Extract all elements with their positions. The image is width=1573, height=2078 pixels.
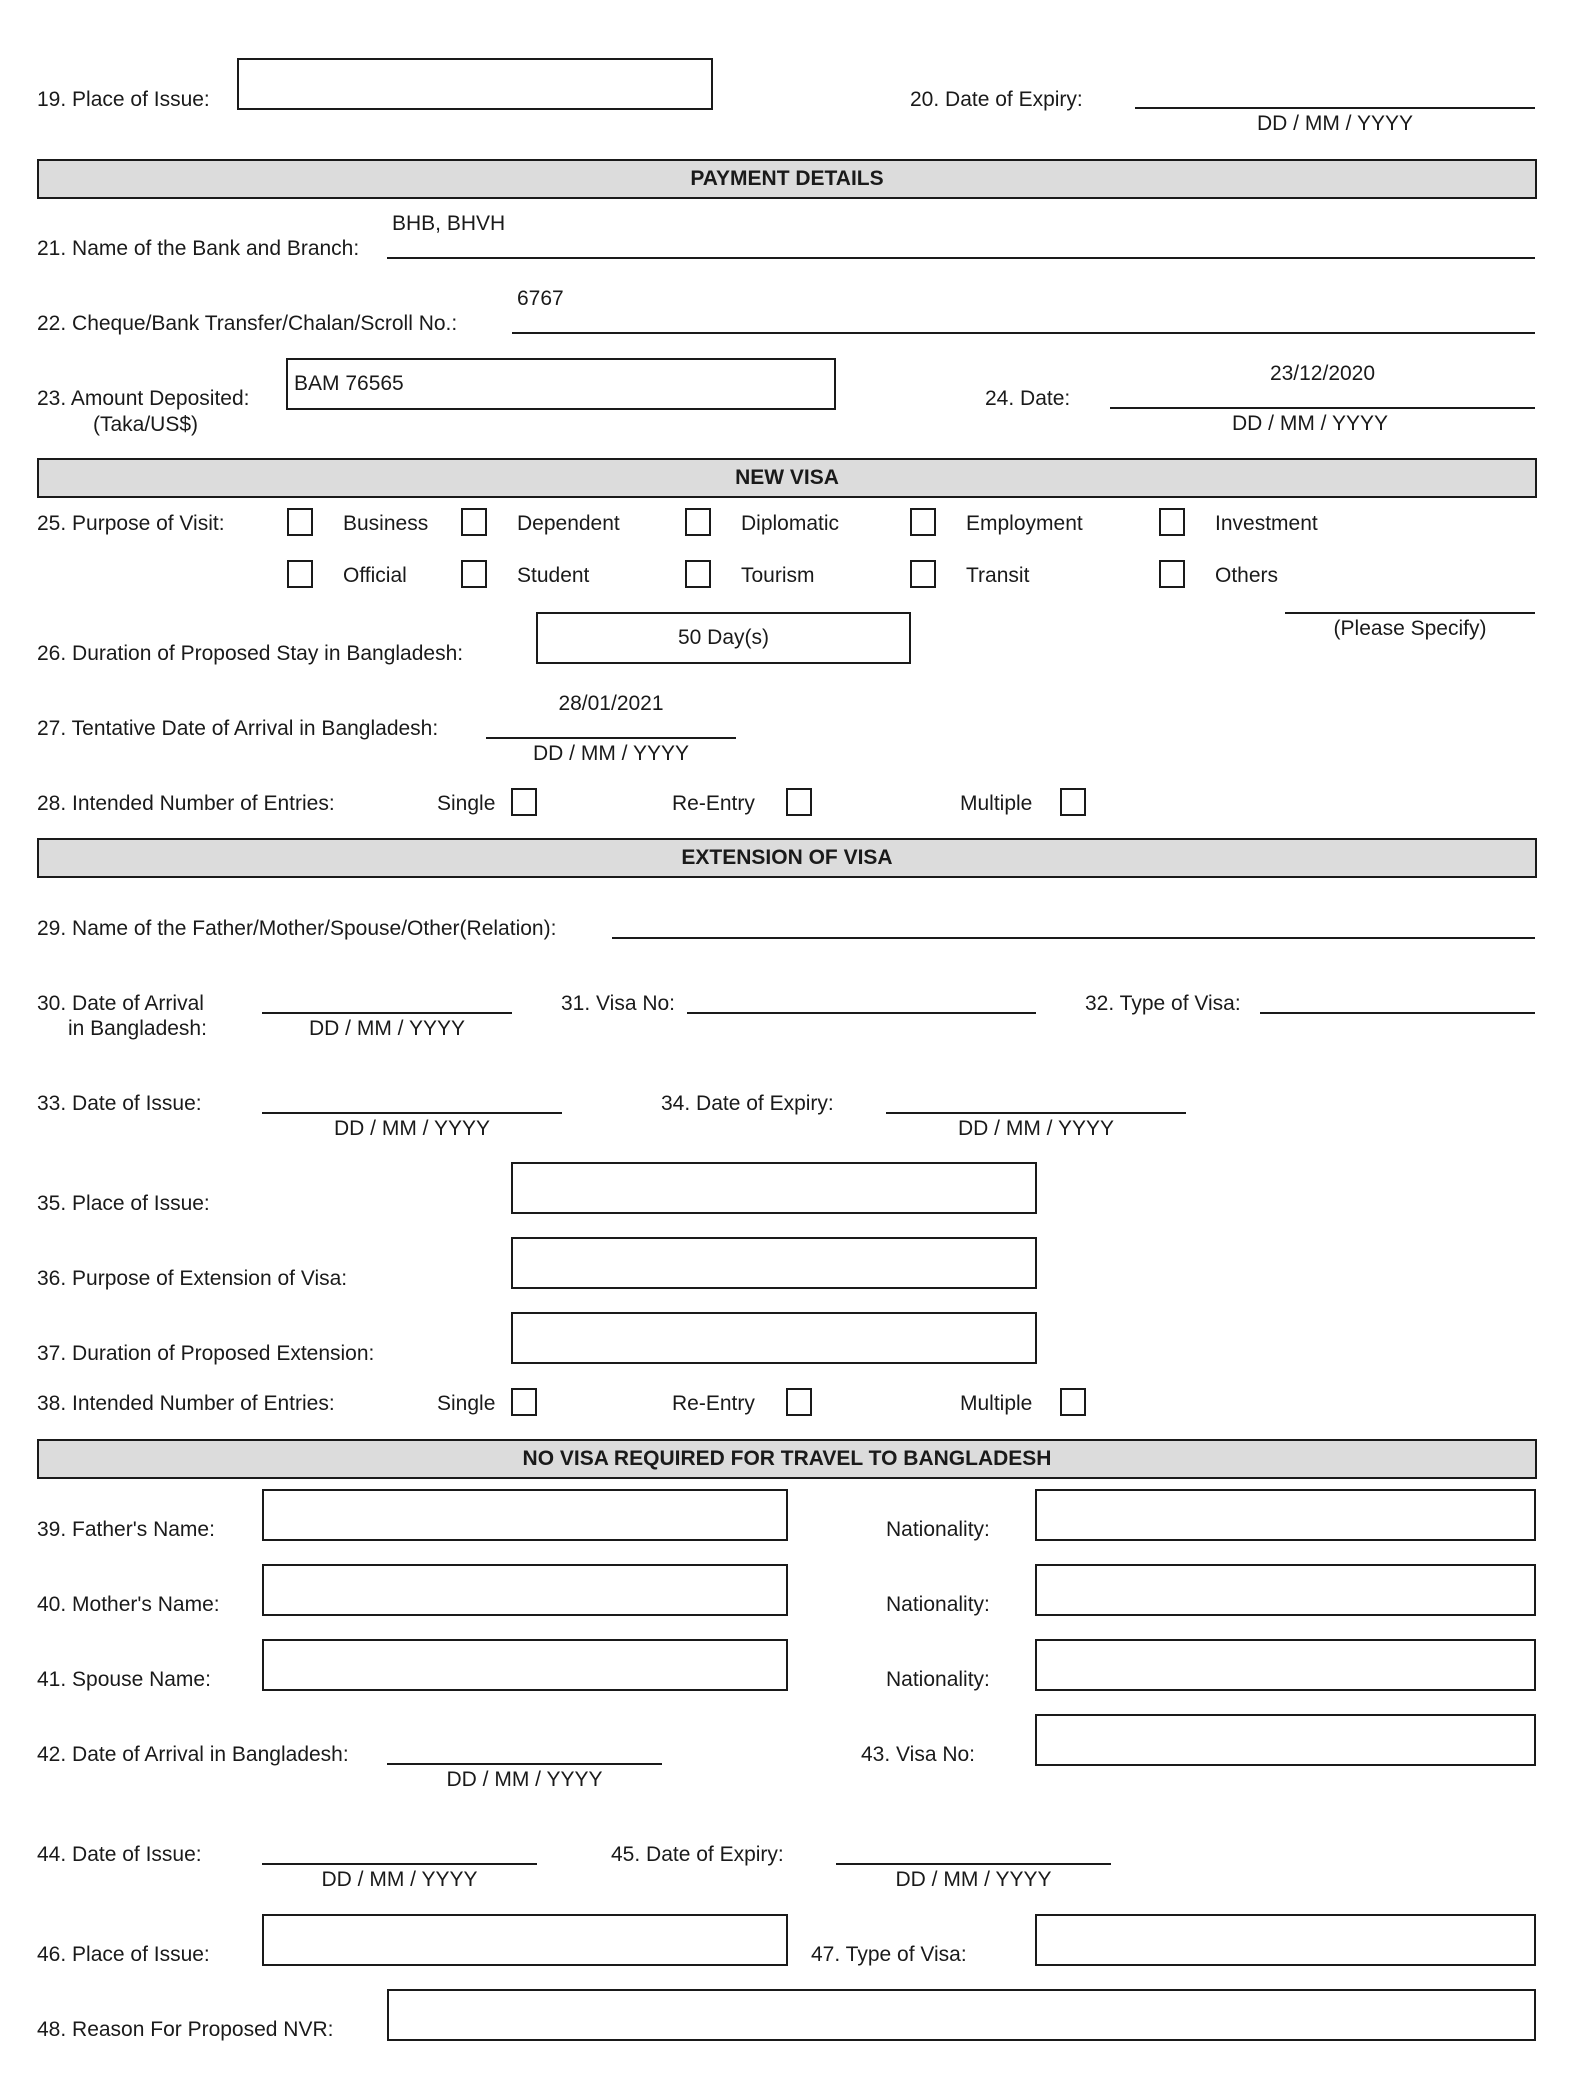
spouse-nationality-input[interactable] [1037,1641,1534,1689]
purpose-official-checkbox[interactable] [287,560,313,588]
purpose-tourism-checkbox[interactable] [685,560,711,588]
tentative-arrival-value[interactable]: 28/01/2021 [558,692,664,715]
duration-of-stay-label: 26. Duration of Proposed Stay in Bangladesh: [37,642,464,665]
cheque-number-label: 22. Cheque/Bank Transfer/Chalan/Scroll No.: [37,312,458,335]
entries-single-checkbox[interactable] [511,788,537,816]
ext-purpose-field[interactable] [511,1237,1037,1289]
place-of-issue-input[interactable] [239,60,711,108]
new-visa-header: NEW VISA [37,458,1537,498]
amount-deposited-field[interactable] [286,358,836,410]
nvr-reason-label: 48. Reason For Proposed NVR: [37,2018,334,2041]
ext-entries-reentry-label: Re-Entry [672,1392,755,1415]
nvr-visa-type-input[interactable] [1037,1916,1534,1964]
tentative-arrival-label: 27. Tentative Date of Arrival in Bangladesh: [37,717,439,740]
purpose-employment-checkbox[interactable] [910,508,936,536]
purpose-investment-label: Investment [1215,512,1318,535]
purpose-investment-checkbox[interactable] [1159,508,1185,536]
ext-issue-date-label: 33. Date of Issue: [37,1092,202,1115]
ext-visa-no-line[interactable] [687,1012,1036,1014]
nvr-visa-type-field[interactable] [1035,1914,1536,1966]
cheque-number-line [512,332,1535,334]
ext-issue-date-line[interactable] [262,1112,562,1114]
nvr-reason-field[interactable] [387,1989,1536,2041]
spouse-name-label: 41. Spouse Name: [37,1668,211,1691]
bank-branch-line [387,257,1535,259]
payment-date-label: 24. Date: [985,387,1071,410]
ext-purpose-label: 36. Purpose of Extension of Visa: [37,1267,348,1290]
payment-details-header: PAYMENT DETAILS [37,159,1537,199]
ext-place-input[interactable] [513,1164,1035,1212]
entries-multiple-label: Multiple [960,792,1033,815]
ext-visa-no-label: 31. Visa No: [561,992,676,1015]
ext-purpose-input[interactable] [513,1239,1035,1287]
nvr-visa-type-label: 47. Type of Visa: [811,1943,967,1966]
mother-nationality-input[interactable] [1037,1566,1534,1614]
father-name-label: 39. Father's Name: [37,1518,215,1541]
tentative-arrival-line [486,737,736,739]
ext-entries-label: 38. Intended Number of Entries: [37,1392,335,1415]
nvr-place-input[interactable] [264,1916,786,1964]
entries-single-label: Single [437,792,496,815]
bank-branch-value[interactable]: BHB, BHVH [392,212,506,235]
father-nationality-input[interactable] [1037,1491,1534,1539]
nvr-header: NO VISA REQUIRED FOR TRAVEL TO BANGLADESH [37,1439,1537,1479]
ext-issue-date-hint: DD / MM / YYYY [334,1117,490,1140]
others-specify-hint: (Please Specify) [1333,617,1487,640]
mother-name-label: 40. Mother's Name: [37,1593,220,1616]
nvr-issue-date-label: 44. Date of Issue: [37,1843,202,1866]
nvr-visa-no-field[interactable] [1035,1714,1536,1766]
date-of-expiry-label: 20. Date of Expiry: [910,88,1083,111]
relation-name-label: 29. Name of the Father/Mother/Spouse/Other(Relation): [37,917,557,940]
nvr-arrival-label: 42. Date of Arrival in Bangladesh: [37,1743,349,1766]
purpose-business-label: Business [343,512,429,535]
spouse-nationality-field[interactable] [1035,1639,1536,1691]
purpose-others-label: Others [1215,564,1279,587]
ext-duration-input[interactable] [513,1314,1035,1362]
purpose-dependent-checkbox[interactable] [461,508,487,536]
father-name-field[interactable] [262,1489,788,1541]
ext-expiry-date-hint: DD / MM / YYYY [958,1117,1114,1140]
mother-nationality-field[interactable] [1035,1564,1536,1616]
amount-deposited-label: 23. Amount Deposited: [37,387,250,410]
nvr-arrival-line[interactable] [387,1763,662,1765]
nvr-arrival-hint: DD / MM / YYYY [446,1768,603,1791]
relation-name-line[interactable] [612,937,1535,939]
nvr-expiry-date-line[interactable] [836,1863,1111,1865]
ext-arrival-hint: DD / MM / YYYY [309,1017,465,1040]
ext-arrival-line[interactable] [262,1012,512,1014]
nvr-reason-input[interactable] [389,1991,1534,2039]
ext-entries-single-label: Single [437,1392,496,1415]
father-nationality-label: Nationality: [886,1518,990,1541]
purpose-diplomatic-label: Diplomatic [741,512,840,535]
ext-entries-multiple-checkbox[interactable] [1060,1388,1086,1416]
amount-currency-label: (Taka/US$) [93,413,199,436]
purpose-student-label: Student [517,564,590,587]
purpose-diplomatic-checkbox[interactable] [685,508,711,536]
nvr-place-field[interactable] [262,1914,788,1966]
purpose-transit-checkbox[interactable] [910,560,936,588]
mother-nationality-label: Nationality: [886,1593,990,1616]
payment-date-line [1110,407,1535,409]
ext-visa-type-label: 32. Type of Visa: [1085,992,1241,1015]
date-of-expiry-line[interactable] [1135,107,1535,109]
purpose-business-checkbox[interactable] [287,508,313,536]
entries-multiple-checkbox[interactable] [1060,788,1086,816]
payment-date-hint: DD / MM / YYYY [1232,412,1388,435]
nvr-issue-date-line[interactable] [262,1863,537,1865]
mother-name-input[interactable] [264,1566,786,1614]
purpose-others-checkbox[interactable] [1159,560,1185,588]
extension-of-visa-header: EXTENSION OF VISA [37,838,1537,878]
ext-duration-field[interactable] [511,1312,1037,1364]
nvr-expiry-date-label: 45. Date of Expiry: [611,1843,784,1866]
ext-expiry-date-line[interactable] [886,1112,1186,1114]
nvr-issue-date-hint: DD / MM / YYYY [321,1868,478,1891]
ext-visa-type-line[interactable] [1260,1012,1535,1014]
purpose-transit-label: Transit [966,564,1030,587]
payment-date-value[interactable]: 23/12/2020 [1269,362,1376,385]
duration-of-stay-input[interactable] [538,614,909,662]
intended-entries-label: 28. Intended Number of Entries: [37,792,335,815]
purpose-dependent-label: Dependent [517,512,620,535]
ext-place-field[interactable] [511,1162,1037,1214]
father-name-input[interactable] [264,1491,786,1539]
father-nationality-field[interactable] [1035,1489,1536,1541]
purpose-tourism-label: Tourism [741,564,815,587]
mother-name-field[interactable] [262,1564,788,1616]
cheque-number-value[interactable]: 6767 [517,287,564,310]
bank-branch-label: 21. Name of the Bank and Branch: [37,237,360,260]
nvr-visa-no-input[interactable] [1037,1716,1534,1764]
ext-arrival-label: 30. Date of Arrival [37,992,204,1015]
place-of-issue-label: 19. Place of Issue: [37,88,210,111]
purpose-student-checkbox[interactable] [461,560,487,588]
ext-duration-label: 37. Duration of Proposed Extension: [37,1342,375,1365]
purpose-employment-label: Employment [966,512,1083,535]
ext-expiry-date-label: 34. Date of Expiry: [661,1092,834,1115]
nvr-expiry-date-hint: DD / MM / YYYY [895,1868,1052,1891]
nvr-visa-no-label: 43. Visa No: [861,1743,976,1766]
date-of-expiry-hint: DD / MM / YYYY [1257,112,1413,135]
amount-deposited-input[interactable] [288,360,834,408]
ext-place-label: 35. Place of Issue: [37,1192,210,1215]
purpose-official-label: Official [343,564,407,587]
nvr-place-label: 46. Place of Issue: [37,1943,210,1966]
entries-reentry-label: Re-Entry [672,792,755,815]
purpose-of-visit-label: 25. Purpose of Visit: [37,512,225,535]
place-of-issue-field[interactable] [237,58,713,110]
spouse-name-field[interactable] [262,1639,788,1691]
ext-entries-reentry-checkbox[interactable] [786,1388,812,1416]
duration-of-stay-field[interactable] [536,612,911,664]
entries-reentry-checkbox[interactable] [786,788,812,816]
ext-arrival-label-2: in Bangladesh: [68,1017,207,1040]
spouse-nationality-label: Nationality: [886,1668,990,1691]
ext-entries-single-checkbox[interactable] [511,1388,537,1416]
tentative-arrival-hint: DD / MM / YYYY [533,742,689,765]
ext-entries-multiple-label: Multiple [960,1392,1033,1415]
spouse-name-input[interactable] [264,1641,786,1689]
others-specify-line[interactable] [1285,612,1535,614]
